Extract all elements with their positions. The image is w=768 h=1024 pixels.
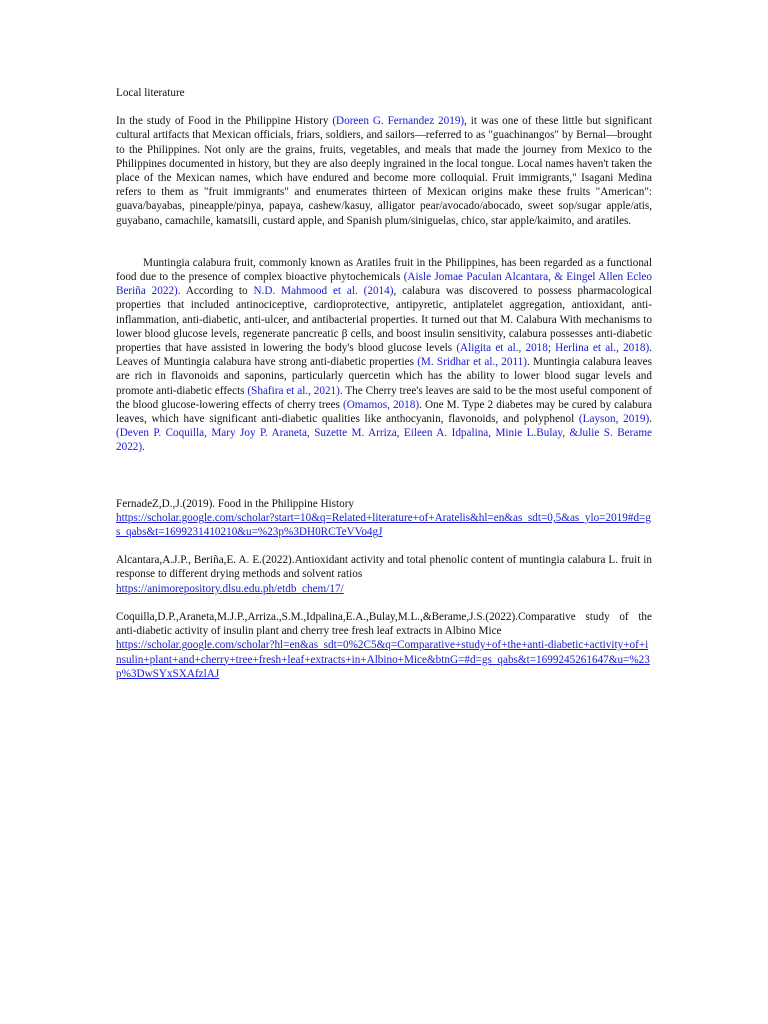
paragraph-text: . [649,413,652,426]
reference-text: Coquilla,D.P.,Araneta,M.J.P.,Arriza.,S.M.,Idpalina,E.A.,Bulay,M.L.,&Berame,J.S.(2022).Comparative study of the anti-diabetic activity of insulin plant and cherry tree fresh leaf extracts in Albino Mice [116,610,652,638]
paragraph-text: . Muntingia calabura leaves are rich in flavonoids and saponins, particularly quercetin which has the ability to lower blood sugar levels and promote anti-diabetic effects [116,356,652,397]
citation-aligita[interactable]: (Aligita et al., 2018; Herlina et al., 2018) [456,342,650,355]
paragraph-muntingia [116,256,652,455]
reference-item [116,497,652,540]
paragraph-text: . According to [177,285,254,298]
reference-link[interactable]: https://scholar.google.com/scholar?hl=en&as_sdt=0%2C5&q=Comparative+study+of+the+anti-diabetic+activity+of+insulin+plant+and+cherry+tree+fresh+leaf+extracts+in+Albino+Mice&btnG=#d=gs_qabs&t=1699245261647&u=%23p%3DwSYxSXAfzlAJ [116,639,650,680]
citation-omamos[interactable]: (Omamos, 2018) [342,398,420,411]
reference-item [116,553,652,596]
citation-mahmood[interactable]: N.D. Mahmood et al. (2014) [253,285,394,298]
paragraph-text: . [142,441,145,454]
citation-sridhar[interactable]: (M. Sridhar et al., 2011) [417,356,527,369]
paragraph-text: . The Cherry tree's leaves are said to be the most useful component of the blood glucose-lowering effects of cherry trees [116,384,653,411]
paragraph-text: Muntingia calabura fruit, commonly known as Aratiles fruit in the Philippines, has been regarded as a functional food due to the presence of complex bioactive phytochemicals [116,256,652,284]
paragraph-text: , it was one of these little but significant cultural artifacts that Mexican officials, friars, soldiers, and sailors—referred to as "guachinangos" by Bernal—brought to the Philippines. Not only are the grains, fruits, vegetables, and meals that made the journey from Mexico to the Philippines documented in history, but they are also deeply ingrained in the local tongue. Local names haven't taken the place of the Mexican names, which have endured and become more colloquial. Fruit immigrants," Isagani Medina refers to them as "fruit immigrants" and enumerates thirteen of Mexican origins make these fruits "American": guava/bayabas, pineapple/pinya, papaya, cashew/kasuy, alligator pear/avocado/abocado, sweet sop/sugar apple/atis, guyabano, camachile, kamatsili, custard apple, and Spanish plum/siniguelas, chico, star apple/kaimito, and aratiles. [116,115,652,227]
paragraph-text: . One M. Type 2 diabetes may be cured by calabura leaves, which have significant anti-diabetic qualities like anthocyanin, flavonoids, and polyphenol [116,398,652,426]
reference-list [116,497,652,681]
citation-layson[interactable]: (Layson, 2019) [578,413,650,426]
document-page [116,86,652,695]
reference-link[interactable]: https://animorepository.dlsu.edu.ph/etdb_chem/17/ [116,582,344,595]
reference-item [116,610,652,681]
reference-text: Alcantara,A.J.P., Beriña,E. A. E.(2022).Antioxidant activity and total phenolic content of muntingia calabura L. fruit in response to different drying methods and solvent ratios [116,554,652,581]
citation-coquilla[interactable]: (Deven P. Coquilla, Mary Joy P. Araneta, Suzette M. Arriza, Eileen A. Idpalina, Minie L.Bulay, &Julie S. Berame 2022) [116,427,652,454]
citation-fernandez[interactable]: (Doreen G. Fernandez 2019) [332,115,465,128]
citation-alcantara[interactable]: (Aisle Jomae Paculan Alcantara, & Eingel Allen Ecleo Beriña 2022) [116,271,652,298]
reference-text: FernadeZ,D.,J.(2019). Food in the Philippine History [116,497,355,510]
reference-link[interactable]: https://scholar.google.com/scholar?start=10&q=Related+literature+of+Aratelis&hl=en&as_sdt=0,5&as_ylo=2019#d=gs_qabs&t=1699231410210&u=%23p%3DH0RCTeVVo4gJ [116,511,651,539]
citation-shafira[interactable]: (Shafira et al., 2021) [247,384,340,397]
paragraph-text: In the study of Food in the Philippine History [116,115,333,128]
paragraph-text: , calabura was discovered to possess pharmacological properties that included antinociceptive, cardioprotective, antipyretic, antiplatelet aggregation, antioxidant, anti-inflammation, anti-diabetic, anti-ulcer, and antibacterial properties. It turned out that M. Calabura With mechanisms to lower blood glucose levels, regenerate pancreatic β cells, and boost insulin sensitivity, calabura possesses anti-diabetic properties that have assisted in lowering the body's blood glucose levels [116,285,653,355]
paragraph-food-history [116,114,652,228]
paragraph-text: . Leaves of Muntingia calabura have strong anti-diabetic properties [116,342,652,369]
section-heading: Local literature [116,87,185,99]
